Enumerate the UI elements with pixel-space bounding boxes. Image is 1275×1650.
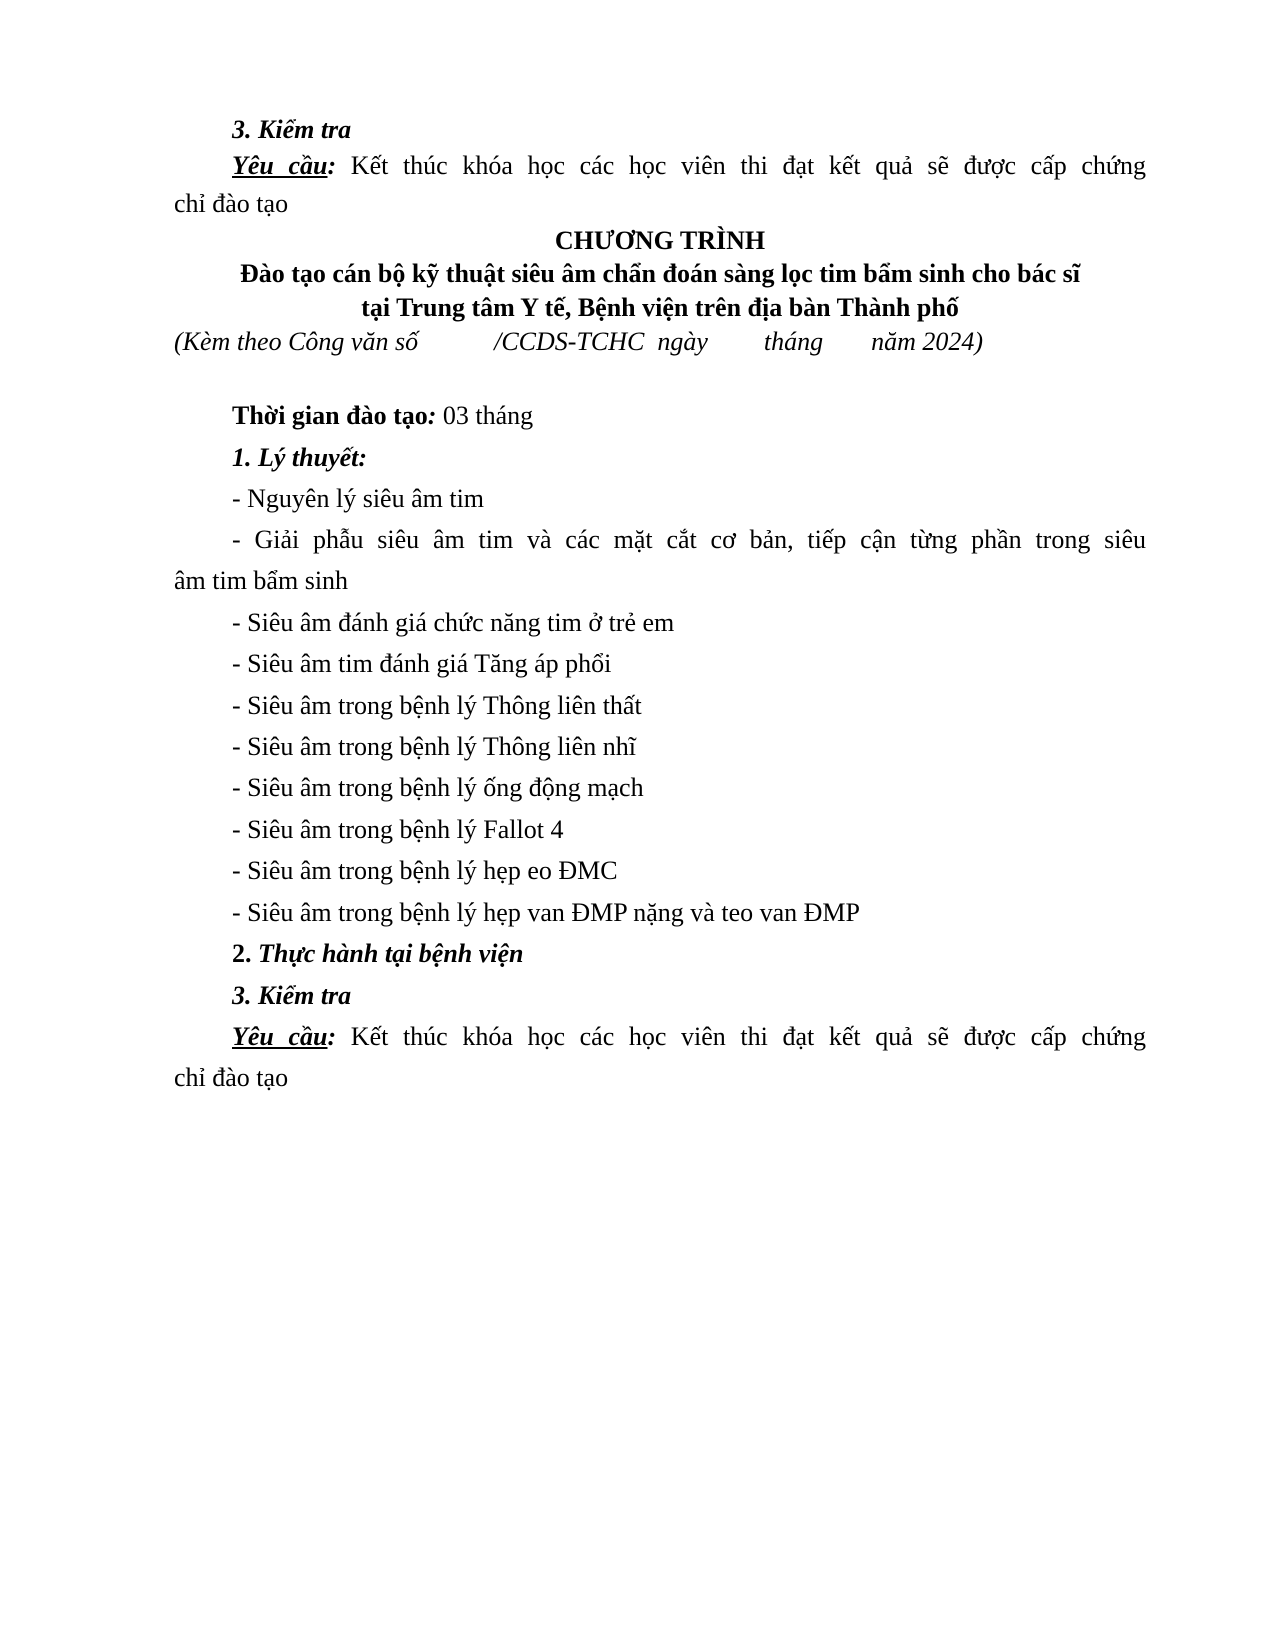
theory-item-2	[232, 522, 1146, 558]
reference-part2: /CCDS-TCHC ngày	[494, 327, 708, 356]
program-subtitle-line2: tại Trung tâm Y tế, Bệnh viện trên địa bàn Thành phố	[361, 293, 959, 322]
requirement-line-bottom	[232, 1019, 1146, 1055]
duration-value: 03 tháng	[436, 401, 534, 430]
program-title: CHƯƠNG TRÌNH	[554, 226, 766, 255]
requirement-label: Yêu cầu	[232, 151, 328, 180]
check-heading-bottom: 3. Kiểm tra	[232, 981, 352, 1010]
theory-heading: 1. Lý thuyết:	[232, 443, 368, 472]
theory-item-1: - Nguyên lý siêu âm tim	[232, 484, 485, 513]
theory-item-9: - Siêu âm trong bệnh lý hẹp eo ĐMC	[232, 856, 618, 885]
reference-part4: năm 2024)	[871, 327, 984, 356]
requirement-line-top	[232, 148, 1146, 184]
reference-part1: (Kèm theo Công văn số	[174, 327, 419, 356]
practice-heading-text: Thực hành tại bệnh viện	[251, 939, 524, 968]
requirement-text-cont-bottom: chỉ đào tạo	[174, 1063, 289, 1092]
theory-item-10: - Siêu âm trong bệnh lý hẹp van ĐMP nặng và teo van ĐMP	[232, 898, 860, 927]
theory-item-4: - Siêu âm tim đánh giá Tăng áp phổi	[232, 649, 612, 678]
practice-number: 2.	[232, 939, 252, 968]
requirement-label-bottom: Yêu cầu	[232, 1022, 328, 1051]
requirement-colon-bottom: :	[327, 1022, 337, 1051]
reference-part3: tháng	[763, 327, 824, 356]
requirement-text-cont-top: chỉ đào tạo	[174, 189, 289, 218]
theory-item-6: - Siêu âm trong bệnh lý Thông liên nhĩ	[232, 732, 636, 761]
practice-heading	[232, 936, 1275, 972]
requirement-colon: :	[327, 151, 337, 180]
theory-item-8: - Siêu âm trong bệnh lý Fallot 4	[232, 815, 564, 844]
program-subtitle-line1: Đào tạo cán bộ kỹ thuật siêu âm chẩn đoán sàng lọc tim bẩm sinh cho bác sĩ	[239, 259, 1081, 288]
duration-label: Thời gian đào tạo	[232, 401, 428, 430]
theory-item-2-text: - Giải phẫu siêu âm tim và các mặt cắt cơ bản, tiếp cận từng phần trong siêu	[232, 525, 1146, 554]
duration-colon: :	[427, 401, 437, 430]
theory-item-7: - Siêu âm trong bệnh lý ống động mạch	[232, 773, 644, 802]
theory-item-5: - Siêu âm trong bệnh lý Thông liên thất	[232, 691, 642, 720]
training-duration	[232, 398, 1275, 434]
theory-item-3: - Siêu âm đánh giá chức năng tim ở trẻ em	[232, 608, 675, 637]
requirement-text: Kết thúc khóa học các học viên thi đạt kết quả sẽ được cấp chứng	[336, 151, 1146, 180]
theory-item-2-cont: âm tim bẩm sinh	[174, 566, 349, 595]
requirement-text-bottom: Kết thúc khóa học các học viên thi đạt kết quả sẽ được cấp chứng	[336, 1022, 1146, 1051]
reference-line	[174, 324, 983, 360]
check-heading-top: 3. Kiểm tra	[232, 115, 352, 144]
